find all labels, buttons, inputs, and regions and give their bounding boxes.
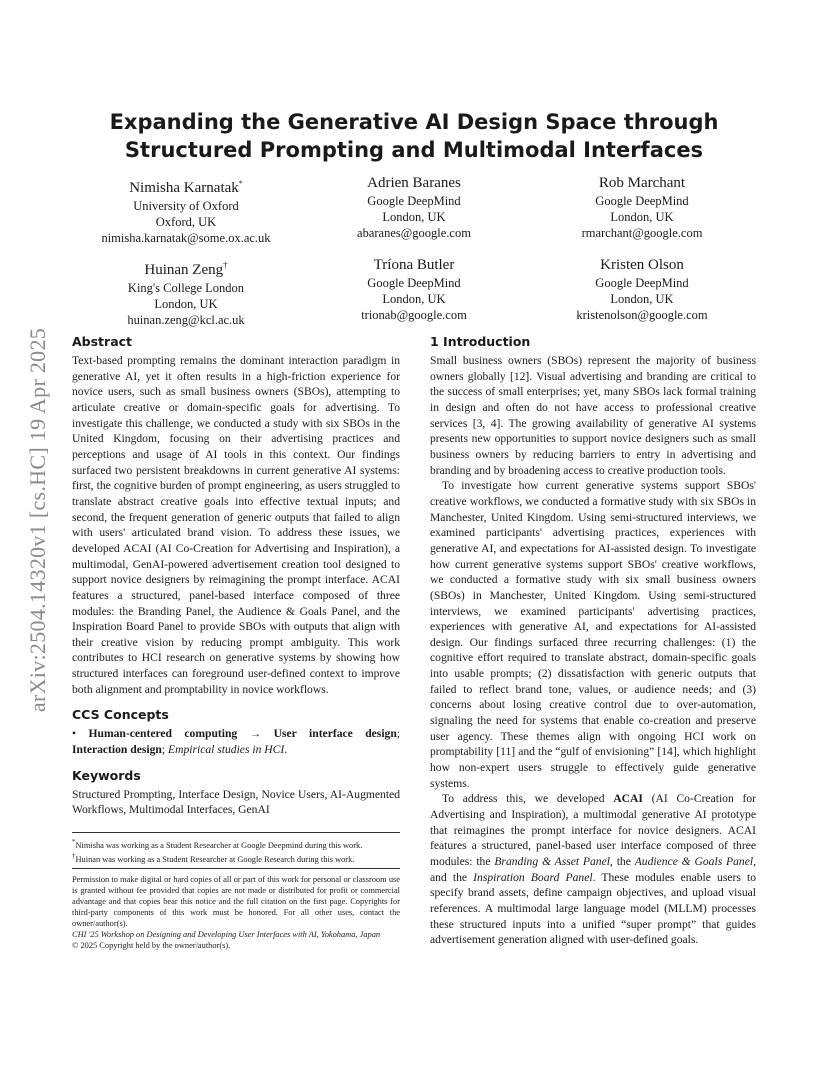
text-run: , and the	[430, 855, 756, 884]
footnote-mark: *	[72, 838, 76, 846]
permission-block	[72, 868, 400, 951]
author-email: rmarchant@google.com	[581, 226, 703, 240]
ccs-term: Empirical studies in HCI	[167, 743, 285, 757]
module-name: Inspiration Board Panel	[473, 870, 593, 884]
separator: .	[284, 743, 288, 757]
author-affiliation: Google DeepMind	[595, 194, 689, 208]
arxiv-identifier: arXiv:2504.14320v1 [cs.HC] 19 Apr 2025	[25, 327, 50, 713]
author-affiliation: Google DeepMind	[367, 194, 461, 208]
footnote-2	[72, 851, 400, 865]
footnote-mark: †	[223, 260, 228, 270]
keywords-heading: Keywords	[72, 767, 141, 783]
system-name: ACAI	[613, 792, 643, 806]
author-name: Tríona Butler	[373, 257, 455, 273]
author-4	[72, 256, 300, 328]
keywords-text: Structured Prompting, Interface Design, Novice Users, AI-Augmented Workflows, Multimodal Interfaces, GenAI	[72, 787, 400, 817]
ccs-term: Human-centered computing	[88, 727, 238, 741]
separator: ;	[396, 727, 401, 741]
footnote-text: Huinan was working as a Student Researcher at Google Research during this work.	[75, 855, 355, 865]
author-location: London, UK	[154, 297, 218, 311]
author-name: Nimisha Karnatak	[129, 180, 239, 196]
author-3	[528, 174, 756, 241]
abstract-text: Text-based prompting remains the dominant interaction paradigm in generative AI, yet it often results in a high-friction experience for novice users, such as small business owners (SBOs), attempting to articulate creative or domain-specific goals for advertising. To investigate this challenge, we conducted a study with six SBOs in the United Kingdom, focusing on their advertising practices and perceptions and usage of AI tools in this context. Our findings surfaced two persistent breakdowns in current generative AI systems: first, the cognitive burden of prompt engineering, as users struggled to translate abstract creative goals into effective textual inputs; and second, the frequent generation of generic outputs that failed to align with users' articulated brand vision. To address these issues, we developed ACAI (AI Co-Creation for Advertising and Inspiration), a multimodal, GenAI-powered advertisement creation tool designed to support novice designers by reimagining the prompt interface. ACAI features a structured, panel-based interface composed of three modules: the Branding Panel, the Audience & Goals Panel, and the Inspiration Board Panel to provide SBOs with outputs that align with their creative vision by reducing prompt ambiguity. This work contributes to HCI research on generative systems by showing how structured interfaces can foreground user-defined context to improve both alignment and promptability in novice workflows.	[72, 354, 400, 696]
author-email: nimisha.karnatak@some.ox.ac.uk	[101, 231, 271, 245]
author-affiliation: University of Oxford	[133, 199, 239, 213]
right-column	[430, 334, 756, 948]
bullet: •	[72, 727, 77, 741]
text-run: To address this, we developed	[442, 792, 614, 806]
module-name: Audience & Goals Panel	[634, 855, 754, 868]
left-column	[72, 334, 400, 818]
permission-text: Permission to make digital or hard copies of all or part of this work for personal or classroom use is granted without fee provided that copies are not made or distributed for profit or commercial advantage and that copies bear this notice and the full citation on the first page. Copyrights for third-party components of this work must be honored. For all other uses, contact the owner/author(s).	[72, 875, 400, 928]
author-email: kristenolson@google.com	[576, 308, 708, 322]
footnote-1	[72, 837, 400, 851]
intro-paragraph-1: Small business owners (SBOs) represent the majority of business owners globally [12]. Visual advertising and branding are critical to the success of small enterprises; yet, many SBOs lack formal training in design and often do not have access to professional creative services [3, 4]. The growing availability of generative AI systems presents new opportunities to support novice designers such as small business owners by reducing barriers to entry in advertising and branding and by broadening access to creative production tools.	[430, 354, 756, 477]
footnote-text: Nimisha was working as a Student Researcher at Google Deepmind during this work.	[75, 840, 363, 850]
module-name: Branding & Asset Panel	[494, 855, 610, 868]
ccs-arrow: →	[237, 727, 274, 741]
footnote-mark: †	[72, 852, 76, 861]
author-affiliation: King's College London	[127, 281, 245, 295]
footnotes	[72, 832, 400, 866]
author-email: trionab@google.com	[361, 308, 467, 322]
ccs-term: Interaction design	[72, 743, 162, 757]
ccs-term: User interface design	[273, 727, 397, 741]
footnote-mark: *	[238, 179, 243, 188]
ccs-heading: CCS Concepts	[72, 707, 169, 723]
author-email: abaranes@google.com	[357, 226, 471, 240]
text-run: (AI Co-Creation for Advertising and Inspiration), a multimodal generative AI prototype that reimagines the prompt interface for novice designers. ACAI features a structured, panel-based user interface composed of three modules: the	[430, 792, 756, 868]
text-run: , the	[609, 855, 635, 868]
author-name: Kristen Olson	[600, 257, 684, 273]
text-run: . These modules enable users to specify brand assets, define campaign objectives, and upload visual references. A multimodal large language model (MLLM) processes these structured inputs into a unified “super prompt” that guides advertisement generation aligned with user-defined goals.	[430, 870, 756, 947]
author-location: London, UK	[382, 292, 446, 306]
separator: ;	[161, 743, 168, 757]
intro-heading: 1 Introduction	[430, 334, 531, 349]
author-email: huinan.zeng@kcl.ac.uk	[127, 313, 245, 327]
author-name: Adrien Baranes	[367, 175, 461, 191]
author-2	[300, 174, 528, 241]
author-affiliation: Google DeepMind	[595, 276, 689, 290]
venue: CHI '25 Workshop on Designing and Developing User Interfaces with AI, Yokohama, Japan	[72, 930, 381, 939]
abstract-heading: Abstract	[72, 334, 133, 349]
intro-paragraph-3	[430, 791, 756, 948]
author-location: London, UK	[382, 210, 446, 224]
author-location: London, UK	[610, 292, 674, 306]
author-name: Rob Marchant	[598, 175, 686, 191]
author-6	[528, 256, 756, 323]
author-location: London, UK	[610, 210, 674, 224]
paper-title: Expanding the Generative AI Design Space through Structured Prompting and Multimodal Interfaces	[109, 110, 719, 162]
author-1	[72, 174, 300, 246]
author-affiliation: Google DeepMind	[367, 276, 461, 290]
intro-paragraph-2: To investigate how current generative systems support SBOs' creative workflows, we conducted a formative study with six SBOs in Manchester, United Kingdom. Using semi-structured interviews, we examined participants' advertising practices, experiences with generative AI, and expectations for AI-assisted design. To investigate how current generative systems support SBOs' creative workflows, we conducted a formative study with six small business owners (SBOs) in Manchester, United Kingdom. Using semi-structured interviews, we examined participants' advertising practices, experiences with generative AI, and expectations for AI-assisted design. Our findings surfaced three recurring challenges: (1) the cognitive effort required to translate abstract, domain-specific goals into usable prompts; (2) dissatisfaction with generic outputs that failed to reflect brand tone, values, or audience needs; and (3) concerns about losing creative control due to over-automation, signaling the need for systems that enable co-creation and preserve user agency. These themes align with ongoing HCI work on promptability [11] and the “gulf of envisioning” [14], which highlight how non-expert users struggle to effectively guide generative systems.	[430, 479, 756, 790]
author-location: Oxford, UK	[155, 215, 217, 229]
author-name: Huinan Zeng	[144, 262, 224, 278]
ccs-concepts	[72, 726, 400, 757]
author-5	[300, 256, 528, 323]
copyright: © 2025 Copyright held by the owner/author(s).	[72, 941, 231, 950]
